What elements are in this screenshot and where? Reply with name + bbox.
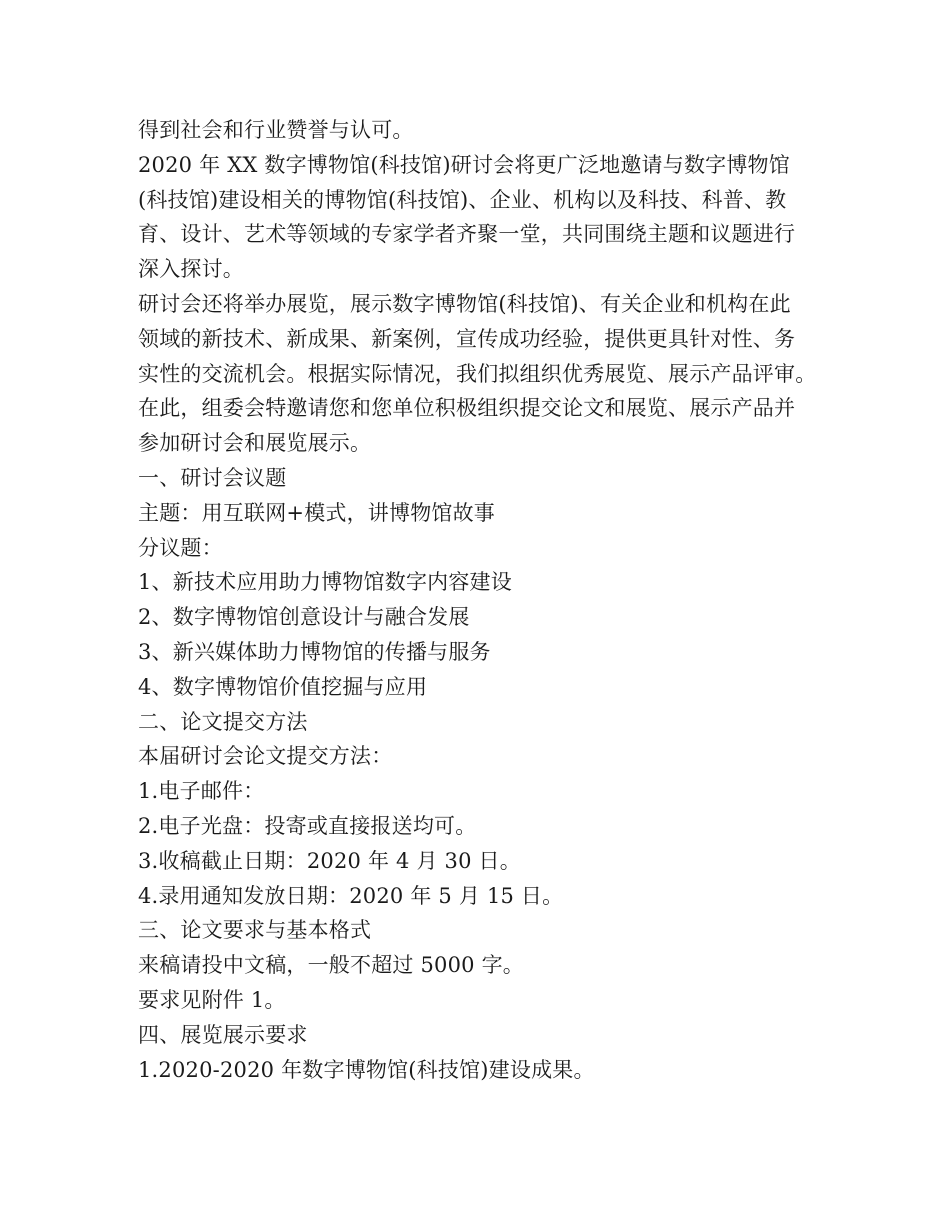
paragraph	[138, 565, 818, 600]
text-line: 本届研讨会论文提交方法：	[138, 744, 393, 769]
paragraph	[138, 496, 818, 531]
paragraph	[138, 148, 818, 287]
paragraph	[138, 635, 818, 670]
paragraph	[138, 809, 818, 844]
paragraph	[138, 774, 818, 809]
text-line: (科技馆)建设相关的博物馆(科技馆)、企业、机构以及科技、科普、教	[138, 187, 787, 212]
text-line: 主题：用互联网+模式，讲博物馆故事	[138, 500, 495, 525]
text-line: 参加研讨会和展览展示。	[138, 431, 372, 456]
paragraph	[138, 1018, 818, 1053]
text-line: 二、论文提交方法	[138, 709, 308, 734]
paragraph	[138, 983, 818, 1018]
text-line: 在此，组委会特邀请您和您单位积极组织提交论文和展览、展示产品并	[138, 396, 796, 421]
paragraph	[138, 391, 818, 461]
document-body	[138, 113, 818, 1087]
paragraph	[138, 670, 818, 705]
text-line: 2020 年 XX 数字博物馆(科技馆)研讨会将更广泛地邀请与数字博物馆	[138, 152, 790, 177]
paragraph	[138, 879, 818, 914]
paragraph	[138, 287, 818, 391]
paragraph	[138, 531, 818, 566]
text-line: 三、论文要求与基本格式	[138, 918, 372, 943]
text-line: 1、新技术应用助力博物馆数字内容建设	[138, 570, 512, 595]
text-line: 3、新兴媒体助力博物馆的传播与服务	[138, 639, 491, 664]
text-line: 2.电子光盘：投寄或直接报送均可。	[138, 813, 477, 838]
text-line: 研讨会还将举办展览，展示数字博物馆(科技馆)、有关企业和机构在此	[138, 291, 791, 316]
text-line: 2、数字博物馆创意设计与融合发展	[138, 605, 470, 630]
paragraph	[138, 1053, 818, 1088]
text-line: 得到社会和行业赞誉与认可。	[138, 118, 414, 142]
text-line: 分议题：	[138, 535, 223, 560]
text-line: 4、数字博物馆价值挖掘与应用	[138, 674, 428, 699]
text-line: 要求见附件 1。	[138, 987, 286, 1012]
paragraph	[138, 844, 818, 879]
paragraph	[138, 739, 818, 774]
text-line: 1.2020-2020 年数字博物馆(科技馆)建设成果。	[138, 1057, 595, 1082]
text-line: 实性的交流机会。根据实际情况，我们拟组织优秀展览、展示产品评审。	[138, 361, 817, 386]
paragraph	[138, 113, 818, 148]
paragraph	[138, 948, 818, 983]
text-line: 领域的新技术、新成果、新案例，宣传成功经验，提供更具针对性、务	[138, 326, 796, 351]
text-line: 3.收稿截止日期：2020 年 4 月 30 日。	[138, 848, 521, 873]
text-line: 四、展览展示要求	[138, 1022, 308, 1047]
text-line: 一、研讨会议题	[138, 465, 287, 490]
text-line: 4.录用通知发放日期：2020 年 5 月 15 日。	[138, 883, 564, 908]
paragraph	[138, 600, 818, 635]
paragraph	[138, 705, 818, 740]
paragraph	[138, 461, 818, 496]
text-line: 来稿请投中文稿，一般不超过 5000 字。	[138, 953, 524, 978]
text-line: 深入探讨。	[138, 257, 244, 282]
text-line: 1.电子邮件：	[138, 779, 265, 804]
paragraph	[138, 913, 818, 948]
text-line: 育、设计、艺术等领域的专家学者齐聚一堂，共同围绕主题和议题进行	[138, 222, 796, 247]
